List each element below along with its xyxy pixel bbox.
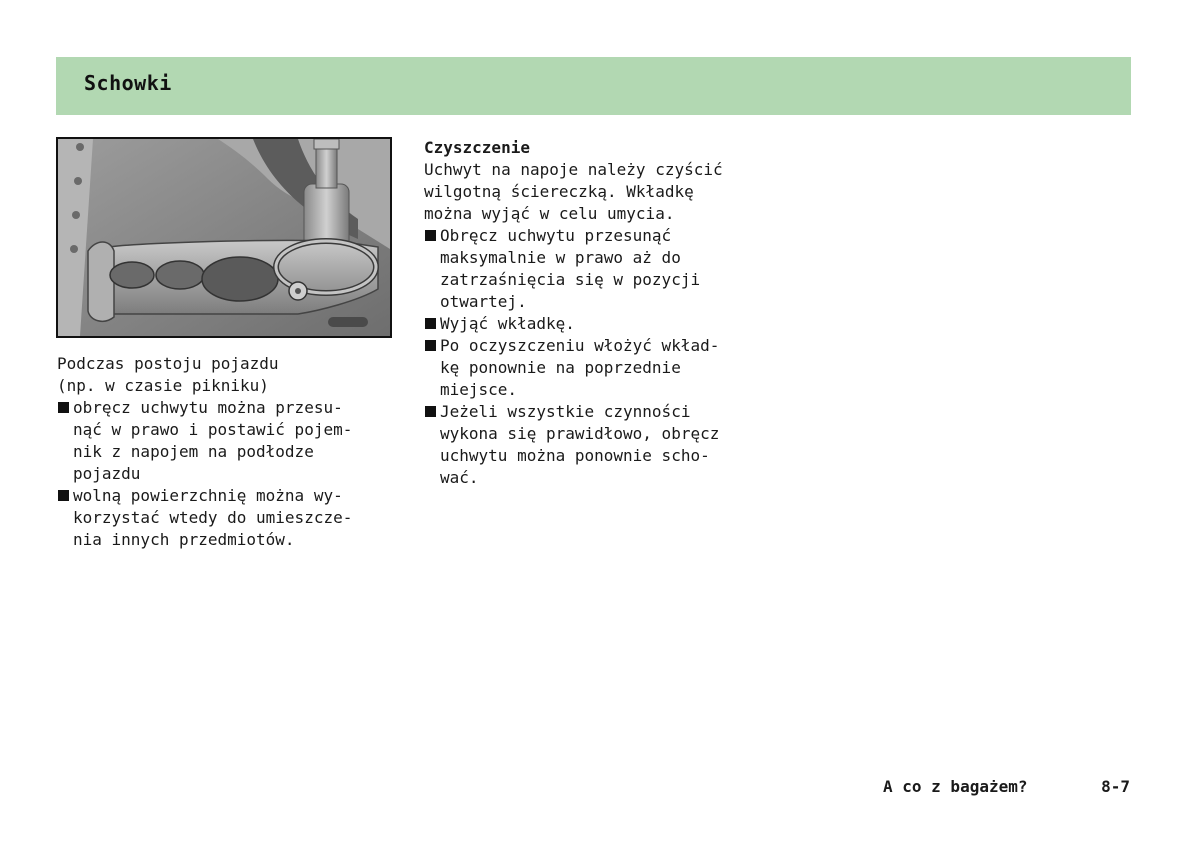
bullet-line: korzystać wtedy do umieszcze- (73, 508, 353, 527)
bullet-line: nik z napojem na podłodze (73, 442, 314, 461)
cup-holder-illustration (56, 137, 392, 338)
intro-line: (np. w czasie pikniku) (57, 376, 269, 395)
section-header (56, 57, 1131, 115)
bullet-square-icon (425, 318, 436, 329)
list-item (424, 313, 784, 335)
bullet-line: otwartej. (440, 292, 527, 311)
bullet-line: uchwytu można ponownie scho- (440, 446, 710, 465)
list-item (57, 397, 402, 485)
bullet-line: wolną powierzchnię można wy- (73, 486, 343, 505)
bullet-line: zatrzaśnięcia się w pozycji (440, 270, 701, 289)
bullet-line: pojazdu (73, 464, 141, 483)
bullet-square-icon (425, 340, 436, 351)
intro-line: można wyjąć w celu umycia. (424, 204, 675, 223)
bullet-line: wykona się prawidłowo, obręcz (440, 424, 720, 443)
bullet-square-icon (58, 402, 69, 413)
list-item (57, 485, 402, 551)
list-item (424, 335, 784, 401)
bullet-line: Obręcz uchwytu przesunąć (440, 226, 672, 245)
section-title: Schowki (84, 71, 172, 95)
chapter-title: A co z bagażem? (883, 777, 1028, 796)
cup-holder-drawing (58, 139, 390, 336)
intro-line: Podczas postoju pojazdu (57, 354, 279, 373)
bullet-line: Po oczyszczeniu włożyć wkład- (440, 336, 720, 355)
bullet-line: nąć w prawo i postawić pojem- (73, 420, 353, 439)
bullet-line: obręcz uchwytu można przesu- (73, 398, 343, 417)
list-item (424, 401, 784, 489)
bullet-line: miejsce. (440, 380, 518, 399)
bullet-square-icon (58, 490, 69, 501)
right-column (424, 137, 784, 489)
bullet-square-icon (425, 230, 436, 241)
left-column (57, 353, 402, 551)
intro-line: wilgotną ściereczką. Wkładkę (424, 182, 694, 201)
page-footer (883, 777, 1133, 801)
bullet-line: Wyjąć wkładkę. (440, 314, 575, 333)
list-item (424, 225, 784, 313)
page-number: 8-7 (1101, 777, 1130, 796)
bullet-line: nia innych przedmiotów. (73, 530, 295, 549)
subheading: Czyszczenie (424, 138, 530, 157)
bullet-line: wać. (440, 468, 479, 487)
bullet-square-icon (425, 406, 436, 417)
bullet-line: maksymalnie w prawo aż do (440, 248, 681, 267)
intro-line: Uchwyt na napoje należy czyścić (424, 160, 723, 179)
bullet-line: kę ponownie na poprzednie (440, 358, 681, 377)
bullet-line: Jeżeli wszystkie czynności (440, 402, 691, 421)
